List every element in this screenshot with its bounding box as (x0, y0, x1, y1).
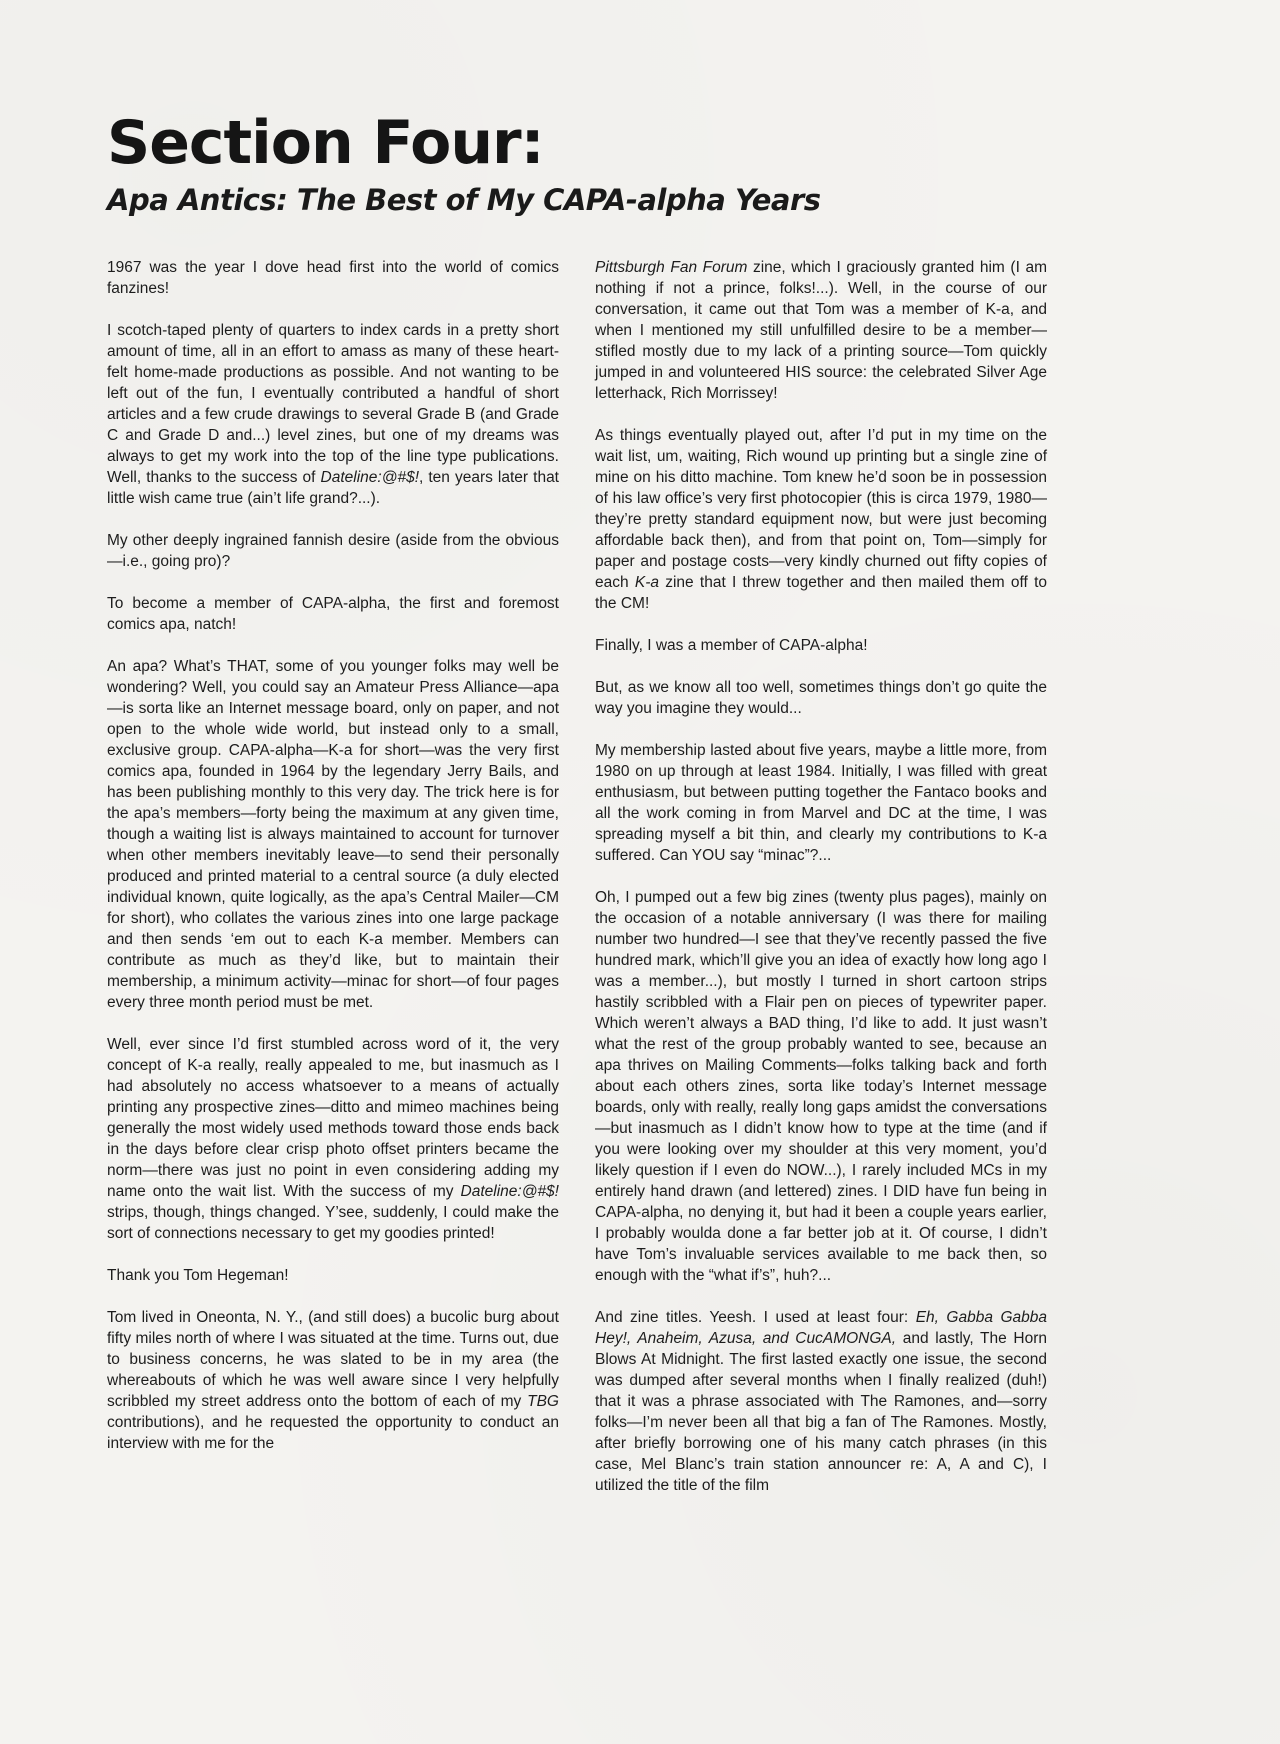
text-segment: Thank you Tom Hegeman! (107, 1267, 289, 1284)
text-segment: , ten years later that little wish came true (ain’t life grand?...). (107, 469, 559, 507)
body-paragraph (595, 887, 1047, 1286)
body-paragraph (595, 635, 1047, 656)
text-segment: zine that I threw together and then mailed them off to the CM! (595, 574, 1047, 612)
body-paragraph (107, 593, 559, 635)
italic-text-segment: Dateline:@#$! (460, 1183, 559, 1200)
body-paragraph (595, 740, 1047, 866)
section-title: Section Four: (107, 108, 544, 178)
body-paragraph (107, 656, 559, 1013)
text-segment: But, as we know all too well, sometimes things don’t go quite the way you imagine they would... (595, 679, 1047, 717)
two-column-body (107, 257, 1047, 1496)
text-segment: And zine titles. Yeesh. I used at least four: (595, 1309, 916, 1326)
right-column (595, 257, 1047, 1496)
text-segment: As things eventually played out, after I’d put in my time on the wait list, um, waiting, Rich wound up printing but a single zine of mine on his ditto machine. Tom knew he’d soon be in possession of his law office’s very first photocopier (this is circa 1979, 1980—they’re pretty standard equipment now, but were just becoming affordable back then), and from that point on, Tom—simply for paper and postage costs—very kindly churned out fifty copies of each (595, 427, 1047, 591)
italic-text-segment: K-a (634, 574, 659, 591)
text-segment: zine, which I graciously granted him (I am nothing if not a prince, folks!...). Well, in the course of our conversation, it came out that Tom was a member of K-a, and when I mentioned my still unfulfilled desire to be a member—stifled mostly due to my lack of a printing source—Tom quickly jumped in and volunteered HIS source: the celebrated Silver Age letterhack, Rich Morrissey! (595, 259, 1047, 402)
body-paragraph (107, 320, 559, 509)
body-paragraph (595, 677, 1047, 719)
italic-text-segment: Dateline:@#$! (320, 469, 420, 486)
text-segment: I scotch-taped plenty of quarters to index cards in a pretty short amount of time, all in an effort to amass as many of these heart-felt home-made productions as possible. And not wanting to be left out of the fun, I eventually contributed a handful of short articles and a few crude drawings to several Grade B (and Grade C and Grade D and...) level zines, but one of my dreams was always to get my work into the top of the line type publications. Well, thanks to the success of (107, 322, 559, 486)
text-segment: My membership lasted about five years, maybe a little more, from 1980 on up through at least 1984. Initially, I was filled with great enthusiasm, but between putting together the Fantaco books and all the work coming in from Marvel and DC at the time, I was spreading myself a bit thin, and clearly my contributions to K-a suffered. Can YOU say “minac”?... (595, 742, 1047, 864)
text-segment: Finally, I was a member of CAPA-alpha! (595, 637, 868, 654)
body-paragraph (107, 1034, 559, 1244)
text-segment: and lastly, The Horn Blows At Midnight. The first lasted exactly one issue, the second was dumped after several months when I finally realized (duh!) that it was a phrase associated with The Ramones, and—sorry folks—I’m never been all that big a fan of The Ramones. Mostly, after briefly borrowing one of his many catch phrases (in this case, Mel Blanc’s train station announcer re: A, A and C), I utilized the title of the film (595, 1330, 1047, 1494)
text-segment: 1967 was the year I dove head first into the world of comics fanzines! (107, 259, 559, 297)
text-segment: strips, though, things changed. Y’see, suddenly, I could make the sort of connections necessary to get my goodies printed! (107, 1204, 559, 1242)
italic-text-segment: Eh, Gabba Gabba Hey!, Anaheim, Azusa, and CucAMONGA, (595, 1309, 1047, 1347)
body-paragraph (595, 257, 1047, 404)
italic-text-segment: Pittsburgh Fan Forum (595, 259, 748, 276)
body-paragraph (107, 257, 559, 299)
text-segment: To become a member of CAPA-alpha, the first and foremost comics apa, natch! (107, 595, 559, 633)
body-paragraph (595, 425, 1047, 614)
text-segment: My other deeply ingrained fannish desire (aside from the obvious—i.e., going pro)? (107, 532, 559, 570)
text-segment: Well, ever since I’d first stumbled across word of it, the very concept of K-a really, really appealed to me, but inasmuch as I had absolutely no access whatsoever to a means of actually printing any prospective zines—ditto and mimeo machines being generally the most widely used methods toward those ends back in the days before clear crisp photo offset printers became the norm—there was just no point in even considering adding my name onto the wait list. With the success of my (107, 1036, 559, 1200)
left-column (107, 257, 559, 1496)
body-paragraph (595, 1307, 1047, 1496)
text-segment: Tom lived in Oneonta, N. Y., (and still does) a bucolic burg about fifty miles north of where I was situated at the time. Turns out, due to business concerns, he was slated to be in my area (the whereabouts of which he was well aware since I very helpfully scribbled my street address onto the bottom of each of my (107, 1309, 559, 1410)
body-paragraph (107, 530, 559, 572)
text-segment: Oh, I pumped out a few big zines (twenty plus pages), mainly on the occasion of a notable anniversary (I was there for mailing number two hundred—I see that they’ve recently passed the five hundred mark, which’ll give you an idea of exactly how long ago I was a member...), but mostly I turned in short cartoon strips hastily scribbled with a Flair pen on pieces of typewriter paper. Which weren’t always a BAD thing, I’d like to add. It just wasn’t what the rest of the group probably wanted to see, because an apa thrives on Mailing Comments—folks talking back and forth about each others zines, sorta like today’s Internet message boards, only with really, really long gaps amidst the conversations—but inasmuch as I didn’t know how to type at the time (and if you were looking over my shoulder at this very moment, you’d likely question if I even do NOW...), I rarely included MCs in my entirely hand drawn (and lettered) zines. I DID have fun being in CAPA-alpha, no denying it, but had it been a couple years earlier, I probably woulda done a far better job at it. Of course, I didn’t have Tom’s invaluable services available to me back then, so enough with the “what if’s”, huh?... (595, 889, 1047, 1284)
text-segment: contributions), and he requested the opportunity to conduct an interview with me for the (107, 1414, 559, 1452)
section-header (107, 108, 1047, 217)
section-subtitle: Apa Antics: The Best of My CAPA-alpha Years (107, 183, 821, 217)
text-segment: An apa? What’s THAT, some of you younger folks may well be wondering? Well, you could say an Amateur Press Alliance—apa—is sorta like an Internet message board, only on paper, and not open to the whole wide world, but instead only to a small, exclusive group. CAPA-alpha—K-a for short—was the very first comics apa, founded in 1964 by the legendary Jerry Bails, and has been publishing monthly to this very day. The trick here is for the apa’s members—forty being the maximum at any given time, though a waiting list is always maintained to account for turnover when other members inevitably leave—to send their personally produced and printed material to a central source (a duly elected individual known, quite logically, as the apa’s Central Mailer—CM for short), who collates the various zines into one large package and then sends ‘em out to each K-a member. Members can contribute as much as they’d like, but to maintain their membership, a minimum activity—minac for short—of four pages every three month period must be met. (107, 658, 559, 1011)
body-paragraph (107, 1265, 559, 1286)
body-paragraph (107, 1307, 559, 1454)
italic-text-segment: TBG (527, 1393, 559, 1410)
